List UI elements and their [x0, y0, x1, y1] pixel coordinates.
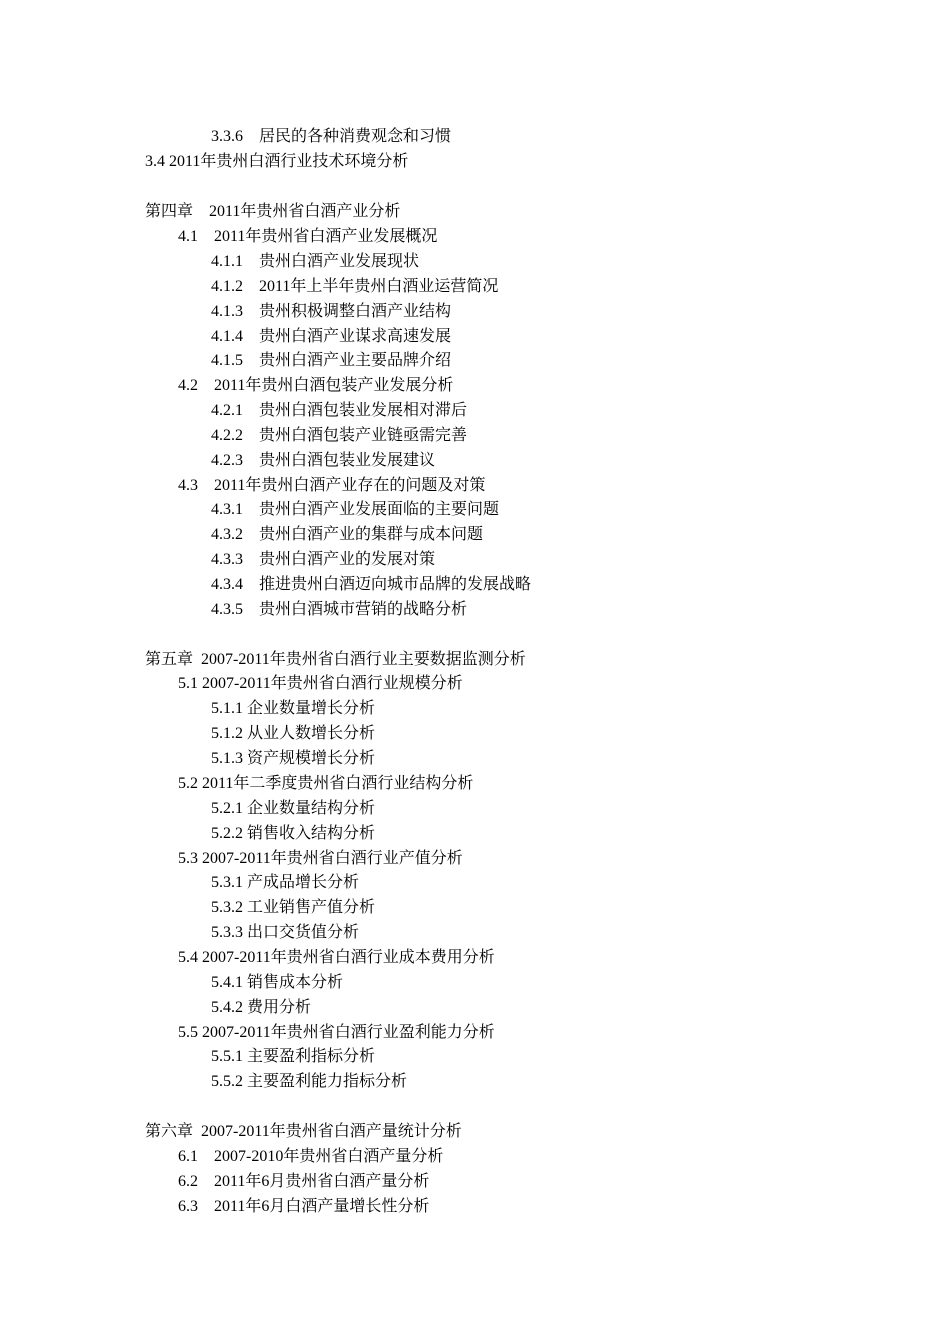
toc-entry-3-3-6: 3.3.6 居民的各种消费观念和习惯 [211, 128, 452, 145]
toc-entry-5-1-2: 5.1.2 从业人数增长分析 [211, 725, 376, 742]
toc-entry-5-3-1: 5.3.1 产成品增长分析 [211, 874, 360, 891]
toc-entry-5-3-3: 5.3.3 出口交货值分析 [211, 924, 360, 941]
toc-entry-4-1-3: 4.1.3 贵州积极调整白酒产业结构 [211, 303, 452, 320]
toc-entry-4-3-3: 4.3.3 贵州白酒产业的发展对策 [211, 551, 436, 568]
toc-chapter-6: 第六章 2007-2011年贵州省白酒产量统计分析 [145, 1123, 462, 1140]
toc-entry-5-5: 5.5 2007-2011年贵州省白酒行业盈利能力分析 [178, 1024, 495, 1041]
toc-entry-4-2-2: 4.2.2 贵州白酒包装产业链亟需完善 [211, 427, 468, 444]
toc-entry-4-3-5: 4.3.5 贵州白酒城市营销的战略分析 [211, 601, 468, 618]
toc-entry-4-2: 4.2 2011年贵州白酒包装产业发展分析 [178, 377, 454, 394]
toc-entry-5-4: 5.4 2007-2011年贵州省白酒行业成本费用分析 [178, 949, 495, 966]
toc-entry-5-3: 5.3 2007-2011年贵州省白酒行业产值分析 [178, 850, 463, 867]
toc-entry-5-5-2: 5.5.2 主要盈利能力指标分析 [211, 1073, 408, 1090]
toc-entry-5-1: 5.1 2007-2011年贵州省白酒行业规模分析 [178, 675, 463, 692]
toc-entry-5-2-1: 5.2.1 企业数量结构分析 [211, 800, 376, 817]
toc-chapter-5: 第五章 2007-2011年贵州省白酒行业主要数据监测分析 [145, 651, 526, 668]
toc-entry-4-1-2: 4.1.2 2011年上半年贵州白酒业运营简况 [211, 278, 499, 295]
toc-entry-4-1-1: 4.1.1 贵州白酒产业发展现状 [211, 253, 420, 270]
toc-entry-4-2-1: 4.2.1 贵州白酒包装业发展相对滞后 [211, 402, 468, 419]
toc-entry-4-3-1: 4.3.1 贵州白酒产业发展面临的主要问题 [211, 501, 500, 518]
toc-entry-5-4-2: 5.4.2 费用分析 [211, 999, 312, 1016]
toc-entry-4-1: 4.1 2011年贵州省白酒产业发展概况 [178, 228, 438, 245]
toc-entry-5-3-2: 5.3.2 工业销售产值分析 [211, 899, 376, 916]
toc-entry-5-4-1: 5.4.1 销售成本分析 [211, 974, 344, 991]
toc-entry-4-3-2: 4.3.2 贵州白酒产业的集群与成本问题 [211, 526, 484, 543]
toc-entry-4-3-4: 4.3.4 推进贵州白酒迈向城市品牌的发展战略 [211, 576, 532, 593]
toc-entry-5-5-1: 5.5.1 主要盈利指标分析 [211, 1048, 376, 1065]
toc-entry-4-3: 4.3 2011年贵州白酒产业存在的问题及对策 [178, 477, 486, 494]
toc-entry-6-3: 6.3 2011年6月白酒产量增长性分析 [178, 1198, 430, 1215]
toc-entry-3-4: 3.4 2011年贵州白酒行业技术环境分析 [145, 153, 409, 170]
toc-entry-6-2: 6.2 2011年6月贵州省白酒产量分析 [178, 1173, 430, 1190]
toc-entry-5-1-3: 5.1.3 资产规模增长分析 [211, 750, 376, 767]
toc-entry-5-2: 5.2 2011年二季度贵州省白酒行业结构分析 [178, 775, 474, 792]
toc-entry-4-1-5: 4.1.5 贵州白酒产业主要品牌介绍 [211, 352, 452, 369]
toc-entry-4-2-3: 4.2.3 贵州白酒包装业发展建议 [211, 452, 436, 469]
toc-chapter-4: 第四章 2011年贵州省白酒产业分析 [145, 203, 401, 220]
toc-entry-6-1: 6.1 2007-2010年贵州省白酒产量分析 [178, 1148, 444, 1165]
toc-entry-5-2-2: 5.2.2 销售收入结构分析 [211, 825, 376, 842]
toc-entry-4-1-4: 4.1.4 贵州白酒产业谋求高速发展 [211, 328, 452, 345]
toc-entry-5-1-1: 5.1.1 企业数量增长分析 [211, 700, 376, 717]
